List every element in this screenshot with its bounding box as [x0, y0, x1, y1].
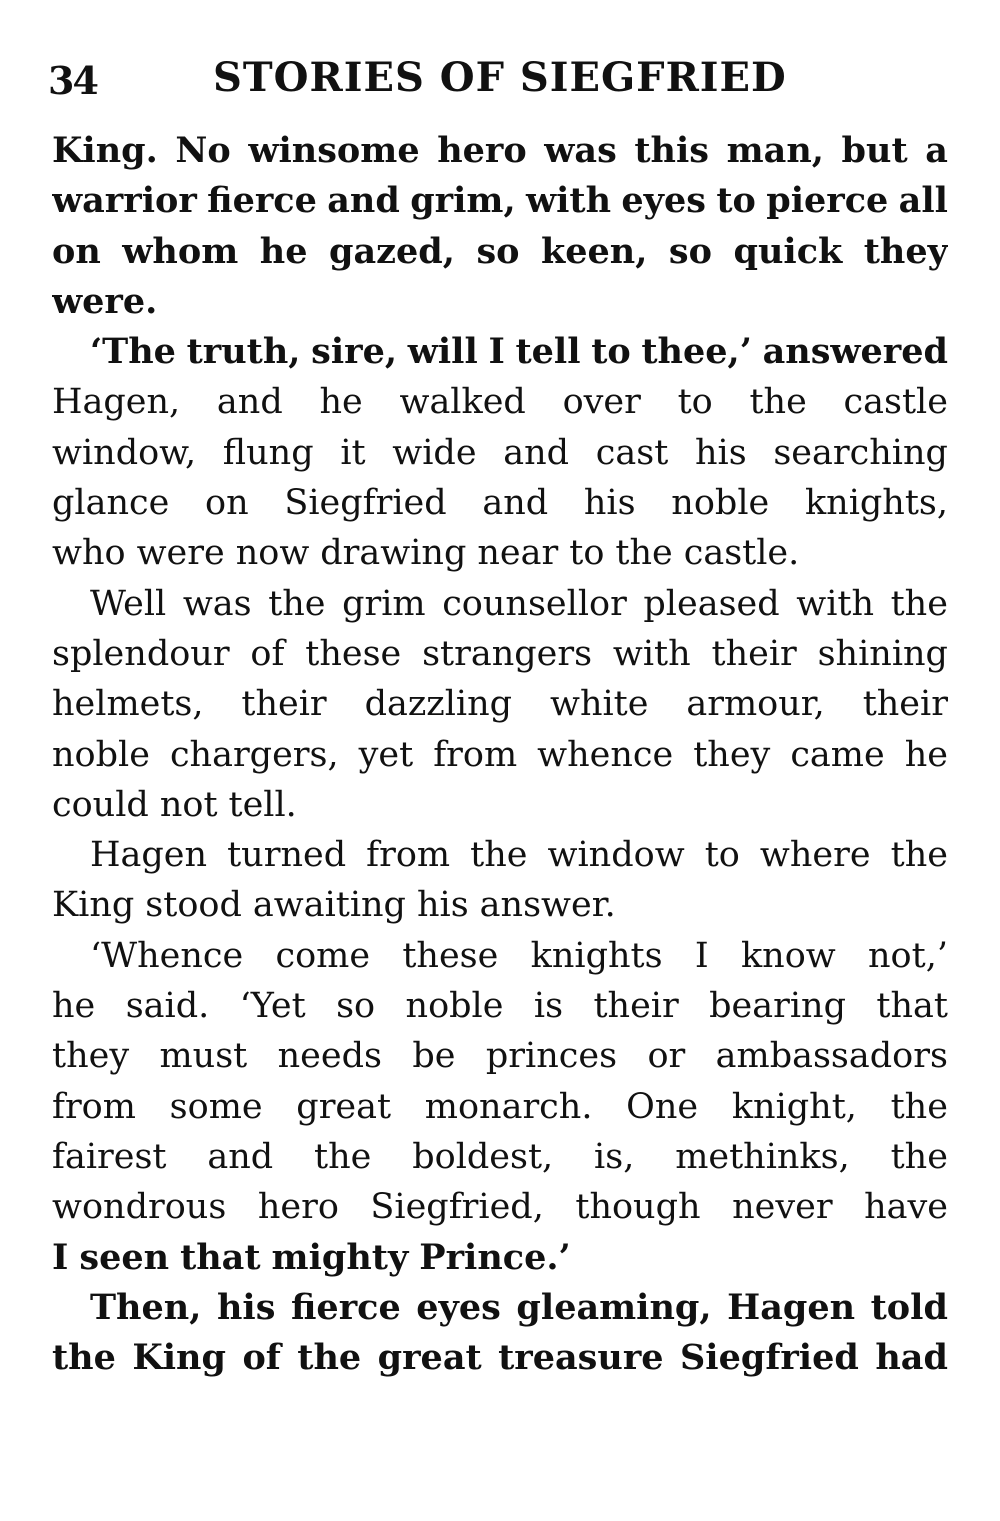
- text-line: [52, 1031, 948, 1081]
- page-header: [48, 52, 948, 112]
- text-line: [52, 981, 948, 1031]
- word: ‘Whence: [90, 935, 244, 976]
- word: came: [790, 734, 885, 775]
- word: their: [711, 633, 797, 674]
- word: helmets,: [52, 684, 204, 725]
- word: know: [740, 935, 836, 976]
- word: not,’: [868, 935, 948, 976]
- text-line: [52, 478, 948, 528]
- word: awaiting: [252, 885, 406, 926]
- word: near: [477, 533, 559, 574]
- word: with: [526, 180, 612, 222]
- word: I: [52, 1236, 69, 1278]
- word: fierce: [290, 1286, 401, 1328]
- text-line: [52, 629, 948, 679]
- word: so: [476, 230, 520, 272]
- word: gleaming,: [516, 1286, 712, 1328]
- word: the: [890, 1136, 948, 1177]
- word: answer.: [479, 885, 616, 926]
- word: ambassadors: [715, 1036, 948, 1077]
- word: have: [864, 1187, 948, 1228]
- word: man,: [726, 130, 824, 171]
- word: castle.: [683, 533, 800, 574]
- text-line: [52, 830, 948, 880]
- text-line: [52, 227, 948, 277]
- word: noble: [405, 986, 504, 1027]
- word: window,: [52, 432, 197, 473]
- word: of: [242, 1337, 281, 1379]
- word: eyes: [621, 180, 706, 222]
- text-line: [52, 1182, 948, 1232]
- word: to: [569, 533, 605, 574]
- word: knights,: [804, 483, 948, 524]
- text-line: [52, 327, 948, 377]
- word: their: [862, 684, 948, 725]
- word: is: [533, 986, 564, 1027]
- word: so: [336, 986, 376, 1027]
- word: these: [402, 935, 499, 976]
- word: the: [890, 835, 948, 876]
- word: I: [488, 331, 505, 373]
- text-line: [52, 780, 948, 830]
- body-text: [52, 126, 948, 1383]
- word: he: [52, 986, 96, 1027]
- word: Hagen,: [52, 382, 181, 423]
- word: come: [275, 935, 371, 976]
- word: all: [898, 180, 948, 222]
- word: with: [796, 583, 875, 624]
- word: was: [182, 583, 252, 624]
- word: could: [52, 784, 149, 825]
- text-line: [52, 1283, 948, 1333]
- word: will: [407, 331, 478, 373]
- word: noble: [671, 483, 770, 524]
- word: Well: [90, 583, 167, 624]
- word: from: [366, 835, 451, 876]
- word: some: [169, 1086, 263, 1127]
- word: they: [52, 1036, 130, 1077]
- word: window: [547, 835, 685, 876]
- word: a: [925, 130, 948, 171]
- word: though: [575, 1187, 701, 1228]
- word: stood: [145, 885, 242, 926]
- word: walked: [399, 382, 526, 423]
- word: and: [503, 432, 570, 473]
- word: I: [694, 935, 709, 976]
- word: truth,: [186, 331, 301, 373]
- word: eyes: [416, 1286, 501, 1328]
- word: knight,: [731, 1086, 857, 1127]
- text-line: [52, 176, 948, 226]
- word: Then,: [90, 1286, 202, 1328]
- word: his: [583, 483, 636, 524]
- word: Siegfried: [680, 1337, 859, 1379]
- word: they: [863, 230, 948, 272]
- word: gazed,: [328, 230, 455, 272]
- word: whence: [537, 734, 674, 775]
- word: grim,: [410, 180, 516, 222]
- word: was: [544, 130, 617, 171]
- word: he: [259, 230, 308, 272]
- word: his: [694, 432, 747, 473]
- word: wondrous: [52, 1187, 227, 1228]
- word: splendour: [52, 633, 230, 674]
- word: the: [297, 1337, 362, 1379]
- word: bearing: [709, 986, 846, 1027]
- word: strangers: [422, 633, 593, 674]
- word: drawing: [320, 533, 467, 574]
- word: ‘The: [90, 331, 176, 373]
- word: that: [876, 986, 948, 1027]
- word: the: [268, 583, 326, 624]
- word: thee,’: [641, 331, 752, 373]
- word: white: [549, 684, 649, 725]
- word: these: [305, 633, 402, 674]
- word: tell.: [228, 784, 297, 825]
- word: he: [319, 382, 363, 423]
- word: whom: [122, 230, 239, 272]
- text-line: [52, 579, 948, 629]
- word: grim: [342, 583, 426, 624]
- text-line: [52, 277, 948, 327]
- word: be: [412, 1036, 456, 1077]
- word: fairest: [52, 1136, 167, 1177]
- text-line: [52, 428, 948, 478]
- word: sire,: [311, 331, 398, 373]
- word: shining: [817, 633, 948, 674]
- word: Prince.’: [419, 1236, 571, 1278]
- word: on: [205, 483, 249, 524]
- word: and: [216, 382, 283, 423]
- word: treasure: [498, 1337, 664, 1379]
- running-head: STORIES OF SIEGFRIED: [213, 54, 787, 101]
- word: searching: [773, 432, 948, 473]
- word: winsome: [248, 130, 420, 171]
- word: counsellor: [442, 583, 627, 624]
- word: where: [759, 835, 871, 876]
- word: their: [593, 986, 679, 1027]
- word: over: [562, 382, 641, 423]
- word: the: [890, 1086, 948, 1127]
- word: with: [612, 633, 691, 674]
- text-line: [52, 1233, 948, 1283]
- word: mighty: [271, 1236, 409, 1278]
- word: hero: [437, 130, 527, 171]
- word: castle: [843, 382, 948, 423]
- word: were.: [52, 280, 158, 322]
- word: hero: [257, 1187, 339, 1228]
- word: and: [482, 483, 549, 524]
- word: his: [416, 885, 469, 926]
- word: great: [377, 1337, 482, 1379]
- word: No: [175, 130, 231, 171]
- word: that: [180, 1236, 261, 1278]
- word: from: [52, 1086, 136, 1127]
- word: methinks,: [675, 1136, 850, 1177]
- word: to: [704, 835, 740, 876]
- word: warrior: [52, 180, 197, 222]
- word: to: [591, 331, 631, 373]
- word: their: [241, 684, 327, 725]
- text-line: [52, 1082, 948, 1132]
- word: of: [250, 633, 285, 674]
- text-line: [52, 1132, 948, 1182]
- word: or: [647, 1036, 686, 1077]
- word: yet: [358, 734, 414, 775]
- word: keen,: [541, 230, 648, 272]
- word: must: [159, 1036, 248, 1077]
- word: his: [216, 1286, 276, 1328]
- word: said.: [125, 986, 210, 1027]
- text-line: [52, 931, 948, 981]
- word: told: [870, 1286, 948, 1328]
- word: chargers,: [169, 734, 339, 775]
- word: boldest,: [412, 1136, 554, 1177]
- word: now: [235, 533, 310, 574]
- text-line: [52, 377, 948, 427]
- word: they: [693, 734, 771, 775]
- word: the: [890, 583, 948, 624]
- word: Siegfried: [284, 483, 447, 524]
- word: is,: [594, 1136, 635, 1177]
- word: the: [52, 1337, 116, 1379]
- word: needs: [277, 1036, 382, 1077]
- word: King.: [52, 130, 158, 171]
- word: great: [296, 1086, 392, 1127]
- text-line: [52, 126, 948, 176]
- word: had: [875, 1337, 948, 1379]
- word: he: [904, 734, 948, 775]
- word: answered: [762, 331, 948, 373]
- word: seen: [79, 1236, 170, 1278]
- word: who: [52, 533, 126, 574]
- word: the: [470, 835, 528, 876]
- word: dazzling: [364, 684, 513, 725]
- word: Hagen: [727, 1286, 856, 1328]
- word: this: [634, 130, 710, 171]
- text-line: [52, 679, 948, 729]
- word: the: [615, 533, 673, 574]
- word: One: [626, 1086, 699, 1127]
- word: but: [841, 130, 908, 171]
- word: it: [340, 432, 366, 473]
- word: glance: [52, 483, 170, 524]
- text-line: [52, 880, 948, 930]
- word: fierce: [207, 180, 317, 222]
- word: tell: [515, 331, 581, 373]
- word: noble: [52, 734, 150, 775]
- word: knights: [530, 935, 663, 976]
- word: the: [314, 1136, 372, 1177]
- word: armour,: [686, 684, 825, 725]
- word: monarch.: [424, 1086, 593, 1127]
- word: to: [716, 180, 756, 222]
- word: on: [52, 230, 101, 272]
- text-line: [52, 730, 948, 780]
- word: flung: [222, 432, 314, 473]
- text-line: [52, 528, 948, 578]
- word: princes: [485, 1036, 618, 1077]
- word: to: [677, 382, 713, 423]
- word: Hagen: [90, 835, 208, 876]
- word: turned: [227, 835, 347, 876]
- text-line: [52, 1333, 948, 1383]
- word: from: [433, 734, 518, 775]
- word: and: [207, 1136, 274, 1177]
- word: pierce: [766, 180, 889, 222]
- word: Siegfried,: [370, 1187, 544, 1228]
- word: King: [132, 1337, 226, 1379]
- word: cast: [595, 432, 669, 473]
- word: King: [52, 885, 135, 926]
- page-number: 34: [48, 58, 97, 103]
- word: ‘Yet: [239, 986, 306, 1027]
- word: were: [136, 533, 225, 574]
- word: never: [732, 1187, 833, 1228]
- word: and: [327, 180, 400, 222]
- word: wide: [392, 432, 477, 473]
- word: the: [749, 382, 807, 423]
- word: so: [668, 230, 712, 272]
- word: pleased: [643, 583, 780, 624]
- word: quick: [733, 230, 843, 272]
- word: not: [159, 784, 218, 825]
